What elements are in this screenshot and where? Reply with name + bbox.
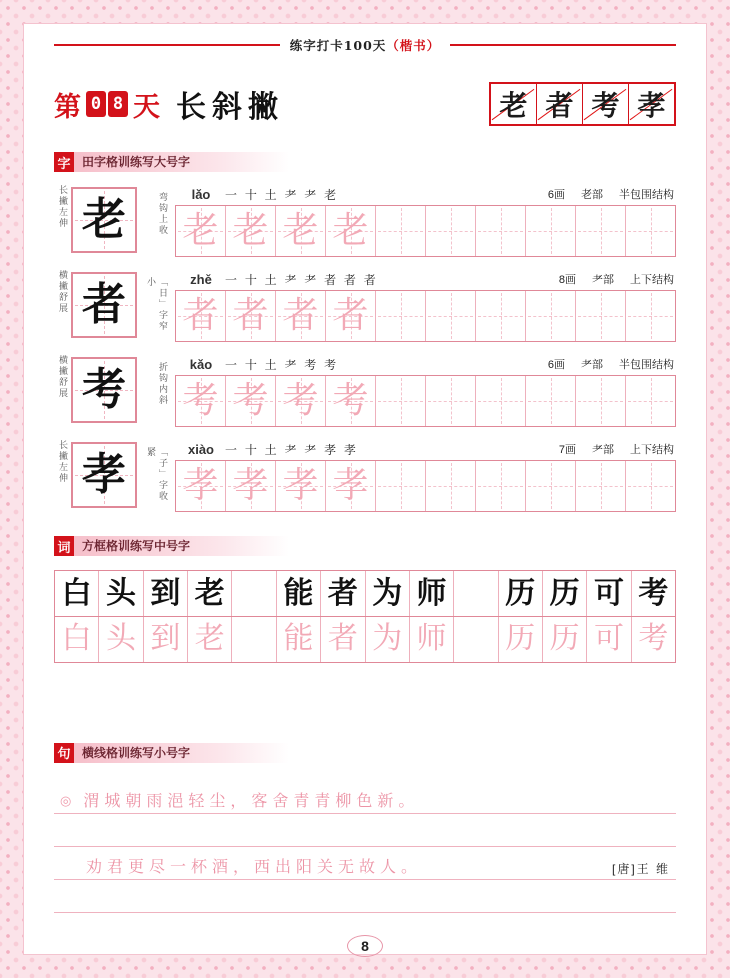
practice-cell — [275, 206, 325, 256]
day-digit — [86, 91, 106, 117]
practice-area — [175, 183, 676, 257]
word-cell — [586, 571, 630, 616]
example-character-cell — [628, 84, 674, 124]
practice-cell — [325, 376, 375, 426]
section-marker-char: 字 — [54, 152, 74, 172]
word-trace-cell — [55, 617, 98, 662]
character-info-strip — [175, 438, 676, 460]
practice-cell — [475, 291, 525, 341]
radical: 耂部 — [592, 274, 614, 286]
day-digit-char: 0 — [90, 94, 102, 114]
practice-cell-char: 孝 — [332, 465, 369, 506]
practice-cell-char: 老 — [332, 210, 369, 251]
practice-cell — [625, 206, 675, 256]
word-cell-char: 可 — [593, 575, 624, 611]
word-cell — [98, 571, 142, 616]
word-cell-char: 能 — [283, 575, 314, 611]
poem-line-1-group — [60, 791, 419, 810]
stroke-count: 6画 — [547, 359, 565, 371]
example-character-cell-char: 老 — [499, 89, 528, 122]
word-cell-char: 老 — [194, 575, 225, 611]
practice-cell — [275, 461, 325, 511]
practice-cell — [225, 206, 275, 256]
stroke-tip-left: 横撇舒展 — [58, 270, 68, 314]
practice-cell — [275, 291, 325, 341]
word-cell-char: 历 — [549, 575, 580, 611]
model-character-box — [71, 272, 137, 338]
page-number: 8 — [347, 935, 383, 957]
word-trace-cell-char: 为 — [372, 621, 403, 656]
practice-cell — [525, 291, 575, 341]
structure: 上下结构 — [630, 444, 674, 456]
poem-line-1: 渭城朝雨浥轻尘，客舍青青柳色新。 — [83, 791, 420, 811]
model-character: 考 — [82, 364, 126, 415]
day-number — [86, 91, 128, 117]
pinyin-label: zhě — [190, 271, 212, 287]
practice-cell-char: 考 — [182, 380, 219, 421]
practice-cell-char: 者 — [232, 295, 269, 336]
writing-line-1 — [54, 781, 676, 814]
practice-cell — [575, 376, 625, 426]
practice-cell — [176, 291, 225, 341]
practice-cell — [225, 291, 275, 341]
writing-line-2-empty — [54, 814, 676, 847]
practice-cell — [575, 291, 625, 341]
practice-cell-char: 者 — [282, 295, 319, 336]
word-trace-cell-char: 能 — [283, 621, 314, 656]
example-characters-box — [489, 82, 676, 126]
practice-cell — [475, 376, 525, 426]
page-content — [26, 26, 704, 952]
stroke-tip-left: 横撇舒展 — [58, 355, 68, 399]
practice-cell — [325, 291, 375, 341]
practice-cell-char: 老 — [182, 210, 219, 251]
word-cell — [187, 571, 231, 616]
word-trace-cell-char: 考 — [638, 621, 669, 656]
practice-grid — [175, 460, 676, 512]
section-banner-char: 田字格训练写大号字 — [74, 152, 289, 172]
practice-cell-char: 考 — [332, 380, 369, 421]
character-meta — [543, 271, 674, 287]
example-character-cell-char: 考 — [591, 89, 620, 122]
word-trace-cell-char: 到 — [150, 621, 181, 656]
section-marker-word: 词 — [54, 536, 74, 556]
poem-attribution: [唐]王 维 — [611, 861, 670, 876]
practice-cell — [475, 206, 525, 256]
section-banner-sentence: 横线格训练写小号字 — [74, 743, 289, 763]
section-marker-sentence: 句 — [54, 743, 74, 763]
page-header — [54, 36, 676, 54]
radical: 老部 — [581, 189, 603, 201]
sentence-writing-lines — [54, 781, 676, 913]
word-grid-model — [54, 570, 676, 617]
practice-cell — [625, 376, 675, 426]
stroke-tip-right: 弯钩上收 — [158, 192, 168, 236]
word-cell — [498, 571, 542, 616]
word-cell-char: 头 — [106, 575, 137, 611]
practice-cell — [575, 206, 625, 256]
word-cell — [365, 571, 409, 616]
practice-cell-char: 孝 — [232, 465, 269, 506]
section-sentence — [54, 743, 676, 763]
word-trace-cell-char: 可 — [593, 621, 624, 656]
radical: 耂部 — [592, 444, 614, 456]
practice-cell — [425, 291, 475, 341]
word-cell-char: 历 — [505, 575, 536, 611]
word-cell — [143, 571, 187, 616]
practice-cell-char: 考 — [232, 380, 269, 421]
header-rule-right — [450, 44, 676, 46]
example-character-cell — [491, 84, 536, 124]
practice-cell — [475, 461, 525, 511]
model-character-box — [71, 442, 137, 508]
example-character-cell — [536, 84, 582, 124]
practice-cell-char: 孝 — [182, 465, 219, 506]
practice-grid — [175, 290, 676, 342]
page-footer — [54, 935, 676, 957]
word-cell-char: 到 — [150, 575, 181, 611]
practice-cell — [375, 206, 425, 256]
stroke-tip-right: 「日」字窄小 — [146, 277, 168, 332]
bullet-icon: ◎ — [60, 793, 72, 809]
practice-cell — [375, 376, 425, 426]
word-cell — [542, 571, 586, 616]
lesson-name: 长斜撇 — [176, 90, 284, 125]
model-character-box — [71, 187, 137, 253]
stroke-order: 一 十 土 耂 考 考 — [225, 357, 339, 372]
model-character: 者 — [82, 279, 126, 330]
stroke-order: 一 十 土 耂 耂 老 — [225, 187, 339, 202]
word-trace-cell — [276, 617, 320, 662]
practice-cell — [425, 376, 475, 426]
character-meta — [532, 356, 674, 372]
section-char — [54, 152, 676, 172]
char-practice-row-zhe — [54, 268, 676, 342]
day-label — [54, 85, 160, 124]
stroke-count: 8画 — [558, 274, 576, 286]
char-practice-row-lao — [54, 183, 676, 257]
practice-cell-char: 孝 — [282, 465, 319, 506]
word-grid-trace — [54, 616, 676, 663]
practice-area — [175, 438, 676, 512]
word-cell-char: 师 — [416, 575, 447, 611]
word-trace-cell — [143, 617, 187, 662]
book-title — [290, 36, 441, 54]
day-prefix: 第 — [54, 91, 81, 123]
structure: 上下结构 — [630, 274, 674, 286]
word-trace-cell — [409, 617, 453, 662]
word-trace-cell — [365, 617, 409, 662]
day-suffix: 天 — [133, 91, 160, 123]
model-character: 老 — [82, 194, 126, 245]
stroke-order: 一 十 土 耂 耂 孝 孝 — [225, 442, 358, 457]
practice-grid — [175, 205, 676, 257]
section-word — [54, 536, 676, 556]
practice-cell — [225, 461, 275, 511]
example-character-cell-char: 者 — [545, 89, 574, 122]
practice-cell-char: 者 — [182, 295, 219, 336]
word-trace-cell-char: 白 — [61, 621, 92, 656]
word-trace-cell-char: 头 — [106, 621, 137, 656]
practice-cell — [176, 461, 225, 511]
word-cell-char: 考 — [638, 575, 669, 611]
word-trace-cell-char: 者 — [327, 621, 358, 656]
stroke-tip-right: 折钩内斜 — [158, 362, 168, 406]
radical: 耂部 — [581, 359, 603, 371]
practice-cell — [225, 376, 275, 426]
word-cell-char: 为 — [372, 575, 403, 611]
word-cell — [55, 571, 98, 616]
practice-cell-char: 老 — [232, 210, 269, 251]
stroke-tip-right: 「子」字收紧 — [146, 447, 168, 502]
practice-cell — [325, 206, 375, 256]
practice-cell-char: 老 — [282, 210, 319, 251]
word-cell-char: 白 — [61, 575, 92, 611]
structure: 半包围结构 — [619, 189, 674, 201]
character-info-strip — [175, 268, 676, 290]
practice-cell — [176, 206, 225, 256]
writing-line-4-empty — [54, 880, 676, 913]
structure: 半包围结构 — [619, 359, 674, 371]
stroke-tip-left: 长撇左伸 — [58, 185, 68, 229]
practice-cell-char: 者 — [332, 295, 369, 336]
example-character-cell-char: 孝 — [637, 89, 666, 122]
section-banner-word: 方框格训练写中号字 — [74, 536, 289, 556]
word-trace-cell — [231, 617, 275, 662]
word-trace-cell — [320, 617, 364, 662]
stroke-order: 一 十 土 耂 耂 者 者 者 — [225, 272, 378, 287]
practice-cell — [625, 291, 675, 341]
poem-line-2: 劝君更尽一杯酒，西出阳关无故人。 — [86, 857, 423, 877]
word-trace-cell — [542, 617, 586, 662]
word-cell — [320, 571, 364, 616]
practice-cell — [575, 461, 625, 511]
pinyin-label: xiào — [187, 441, 214, 457]
character-meta — [532, 186, 674, 202]
practice-cell — [375, 291, 425, 341]
char-practice-row-xiao — [54, 438, 676, 512]
day-digit-char: 8 — [112, 94, 124, 114]
character-meta — [543, 441, 674, 457]
pinyin-label: kǎo — [189, 356, 213, 372]
book-title-main: 练字打卡100天 — [289, 38, 387, 53]
practice-area — [175, 268, 676, 342]
pinyin-label: lǎo — [191, 186, 211, 202]
practice-cell — [375, 461, 425, 511]
word-cell — [409, 571, 453, 616]
header-rule-left — [54, 44, 280, 46]
practice-cell — [176, 376, 225, 426]
practice-cell — [525, 461, 575, 511]
practice-cell-char: 考 — [282, 380, 319, 421]
example-character-cell — [582, 84, 628, 124]
practice-cell — [325, 461, 375, 511]
lesson-title-row — [54, 80, 676, 128]
stroke-tip-left: 长撇左伸 — [58, 440, 68, 484]
practice-cell — [275, 376, 325, 426]
practice-area — [175, 353, 676, 427]
writing-line-3 — [54, 847, 676, 880]
word-trace-cell — [187, 617, 231, 662]
word-trace-cell — [631, 617, 675, 662]
word-trace-cell-char: 历 — [505, 621, 536, 656]
stroke-count: 7画 — [558, 444, 576, 456]
word-cell-char: 者 — [327, 575, 358, 611]
char-practice-row-kao — [54, 353, 676, 427]
word-trace-cell-char: 老 — [194, 621, 225, 656]
word-cell — [276, 571, 320, 616]
book-title-sub: （楷书） — [386, 38, 441, 53]
character-info-strip — [175, 353, 676, 375]
practice-grid — [175, 375, 676, 427]
stroke-count: 6画 — [547, 189, 565, 201]
word-trace-cell — [498, 617, 542, 662]
word-trace-cell — [586, 617, 630, 662]
practice-cell — [625, 461, 675, 511]
model-character: 孝 — [82, 449, 126, 500]
word-cell — [231, 571, 275, 616]
word-trace-cell-char: 师 — [416, 621, 447, 656]
word-trace-cell — [98, 617, 142, 662]
practice-cell — [525, 376, 575, 426]
word-trace-cell-char: 历 — [549, 621, 580, 656]
day-digit — [108, 91, 128, 117]
model-character-box — [71, 357, 137, 423]
character-info-strip — [175, 183, 676, 205]
word-trace-cell — [453, 617, 497, 662]
word-cell — [631, 571, 675, 616]
word-cell — [453, 571, 497, 616]
practice-cell — [525, 206, 575, 256]
practice-cell — [425, 206, 475, 256]
practice-cell — [425, 461, 475, 511]
